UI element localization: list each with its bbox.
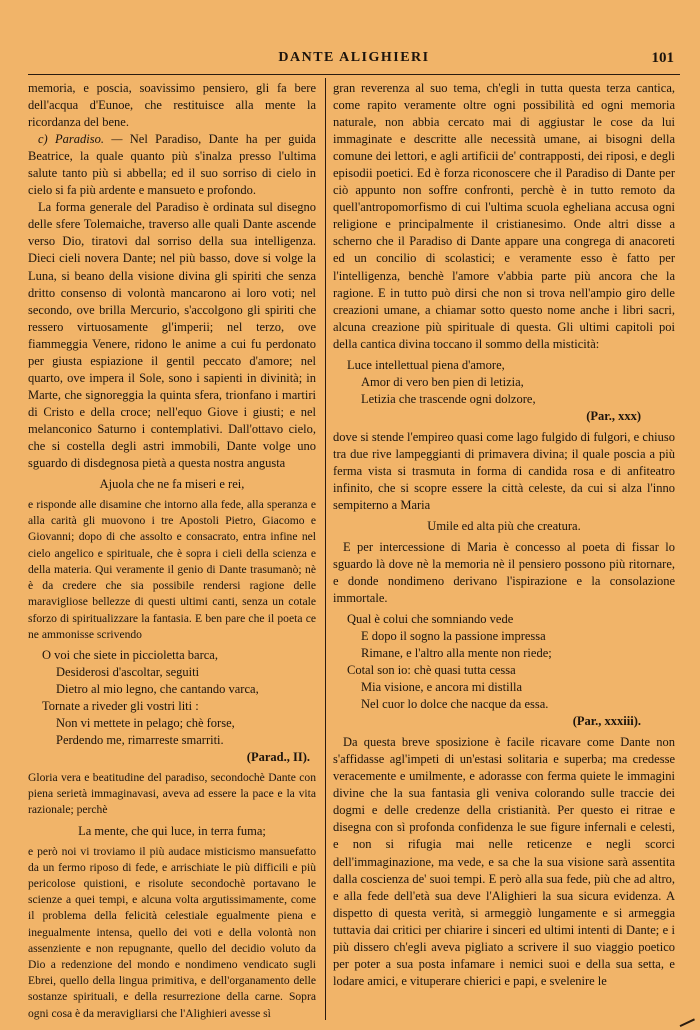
- verse-line: Rimane, e l'altro alla mente non riede;: [361, 646, 552, 661]
- verse-piccioletta-barca: [28, 647, 316, 766]
- paragraph-maria: E per intercessione di Maria è concesso al poeta di fissar lo sguardo là dove nè la memoria nè il pensiero possono più ritornare, e donde nondimeno derivano l'ispirazione e la consolazione immortale.: [333, 539, 675, 606]
- running-title: DANTE ALIGHIERI: [278, 50, 430, 65]
- verse-luce-intellettual: [333, 357, 675, 425]
- paragraph-forma: La forma generale del Paradiso è ordinata sul disegno delle sfere Tolemaiche, traverso alle quali Dante ascende verso Dio, tiratovi dal sorriso della sua intelligenza. Dieci cieli novera Dante; nel più basso, dove si volge la Luna, si beano della visione divina gli spiriti che senza dritto consenso di volontà mancarono ai loro voti; nel secondo, ove brilla Mercurio, s'accolgono gli spiriti che ressero virtuosamente gl'imperii; nel terzo, ove fiammeggia Venere, ridono le anime a cui fu perdonato per giusta espiazione il gentil peccato d'amore; nel quarto, ove impera il Sole, sono i sapienti in divinità; in Marte, che signoreggia la quinta sfera, trionfano i martiri di Cristo e della croce; nell'equo Giove i giusti; e nel melanconico Saturno i contemplativi. Dall'ottavo cielo, che si costella degli astri immobili, Dante volge uno sguardo di disdegnosa pietà a questa nostra angusta: [28, 200, 316, 471]
- verse-line: Cotal son io: chè quasi tutta cessa: [347, 663, 516, 678]
- corner-ink-mark: [677, 1013, 695, 1027]
- paragraph-empireo: dove si stende l'empireo quasi come lago fulgido di fulgori, e chiuso tra due rive lampeggianti di primavera divina; il quale poscia a più ferma vista si trasmuta in forma di candida rosa e di anfiteatro infinito, che si scopre essere la città celeste, da cui si alza l'inno sempiterno a Maria: [333, 429, 675, 512]
- verse-la-mente: La mente, che qui luce, in terra fuma;: [78, 823, 266, 838]
- right-column: [333, 80, 675, 990]
- page-header: [30, 50, 678, 70]
- verse-line: Dietro al mio legno, che cantando varca,: [56, 681, 259, 696]
- verse-line: Luce intellettual piena d'amore,: [347, 357, 505, 372]
- verse-reference: (Parad., II).: [246, 749, 310, 764]
- paragraph-gloria: Gloria vera e beatitudine del paradiso, secondochè Dante con piena serietà immaginavasi, aveva ad essere la pace e la vita razionale; perchè: [28, 770, 316, 817]
- verse-line: Nel cuor lo dolce che nacque da essa.: [361, 697, 549, 712]
- verse-line: Letizia che trascende ogni dolzore,: [361, 391, 536, 406]
- left-column: [28, 80, 316, 1022]
- verse-umile-ed-alta: Umile ed alta più che creatura.: [427, 518, 581, 533]
- verse-qual-e-colui: [333, 611, 675, 730]
- page-number: 101: [651, 50, 674, 66]
- column-divider: [325, 78, 326, 1020]
- paragraph-misticismo: e però noi vi troviamo il più audace misticismo mansuefatto da un fermo riposo di fede, e arrischiate le più difficili e più pericolose quistioni, e risolute secondochè portavano le scienze a quei tempi, e alcuna volta argutissimamente, come il problema della felicità celestiale egualmente piena e inegualmente intensa, quello dei voti e della volontà non assenziente e non repugnante, quello del decidio voluto da Dio a redenzione del mondo e nondimeno vendicato sugli Ebrei, quello della lingua primitiva, e dell'organamento delle sostanze spirituali, e della resurrezione della carne. Sopra ogni cosa è da meravigliarsi che l'Alighieri avesse sì: [28, 844, 316, 1020]
- paradiso-heading: c) Paradiso. —: [38, 132, 123, 147]
- paragraph-risponde: e risponde alle disamine che intorno alla fede, alla speranza e alla carità gli muovono i tre Apostoli Pietro, Giacomo e Giovanni; dopo di che assolto e consacrato, entra infine nel cielo angelico e spirituale, che è sopra i cieli della scienza e della materia. Qui veramente il genio di Dante trasumanò; nè è da credere che sia possibile rendersi ragione delle maravigliose bellezze di questi ultimi canti, senza un cotale sforzo di spiritualizzare la fantasia. E ben pare che il poeta ce ne ammonisse scrivendo: [28, 498, 316, 641]
- verse-line: Amor di vero ben pien di letizia,: [361, 374, 524, 389]
- paragraph-intro: memoria, e poscia, soavissimo pensiero, gli fa bere dell'acqua d'Eunoe, che restituisce alla mente la ricordanza del bene.: [28, 81, 316, 130]
- verse-ajuola: Ajuola che ne fa miseri e rei,: [99, 477, 245, 492]
- paragraph-gran-reverenza: gran reverenza al suo tema, ch'egli in tutta questa terza cantica, come rapito veramente oltre ogni possibilità ed ogni memoria naturale, non abbia cercato mai di aggiustar le cose da lui immaginate e descritte alle necessità umane, ai bisogni della comune dei lettori, e agli artificii de' contrapposti, dei riposi, e degli episodii poetici. Ed è forza riconoscere che il Paradiso di Dante per ciò appunto non soffre confronti, perchè è in tutto remoto da quell'antropomorfismo di cui l'ultima scuola egheliana accusa ogni religione e principalmente il cristianesimo. Onde altri disse a scherno che il Paradiso di Dante appare una congrega di anacoreti ed un concilio di scolastici; e veramente esso è fatto per l'intelligenza, benchè l'amore v'abbia parte più ancora che la ragione. E in tutto può dirsi che non si trova nell'ampio giro delle creazioni umane, a chiamar sotto questo nome anche i libri sacri, alcuna creazione più spirituale di questa. Gli ultimi capitoli poi della cantica divina toccano il sommo della misticità:: [333, 81, 675, 351]
- paradiso-text: Nel Paradiso, Dante ha per guida Beatrice, la quale quanto più s'inalza presso l'ultima salute tanto più si abbella; ed il suo sorriso di cielo in cielo si fa più ardente e mansueto e profondo.: [28, 132, 316, 198]
- verse-line: Mia visione, e ancora mi distilla: [361, 680, 523, 695]
- verse-line: Perdendo me, rimarreste smarriti.: [56, 732, 224, 747]
- verse-line: O voi che siete in piccioletta barca,: [42, 647, 218, 662]
- verse-line: Desiderosi d'ascoltar, seguiti: [56, 664, 200, 679]
- verse-line: Tornate a riveder gli vostri liti :: [42, 698, 199, 713]
- header-rule: [28, 74, 680, 75]
- paragraph-paradiso: [28, 131, 316, 199]
- verse-reference: (Par., xxxiii).: [572, 714, 641, 729]
- verse-line: E dopo il sogno la passione impressa: [361, 629, 546, 644]
- paragraph-sposizione: Da questa breve sposizione è facile ricavare come Dante non s'affidasse agl'impeti di un'estasi solitaria e superba; ma credesse veracemente e umilmente, e adorasse con ferma quiete le immagini divine che la sua fantasia gli veniva colorando sulle traccie dei dogmi e delle credenze della cristianità. Per questo ei ritrae e disegna con sì profonda confidenza le sue figure infernali e celesti, e non si rifugia mai nelle reticenze e negli scorci dell'immaginazione, ma vede, e sa che la sua visione sarà assentita dalla coscienza de' suoi tempi. E però alla sua fede, più che ad altro, e alla fede dell'età sua deve l'Alighieri la sua sicura evidenza. A dispetto di questa verità, si armeggiò lungamente e si armeggia tuttavia dai critici per chiarire i sinceri ed ultimi intenti di Dante; e i più dissero ch'egli aveva pigliato a scrivere il suo viaggio poetico per poter a sua posta infamare i nemici suoi e della sua setta, e lodare amici, e vituperare chierici e papi, e svelenire le: [333, 735, 675, 988]
- verse-line: Qual è colui che somniando vede: [347, 612, 514, 627]
- verse-reference: (Par., xxx): [586, 408, 641, 423]
- verse-line: Non vi mettete in pelago; chè forse,: [56, 715, 235, 730]
